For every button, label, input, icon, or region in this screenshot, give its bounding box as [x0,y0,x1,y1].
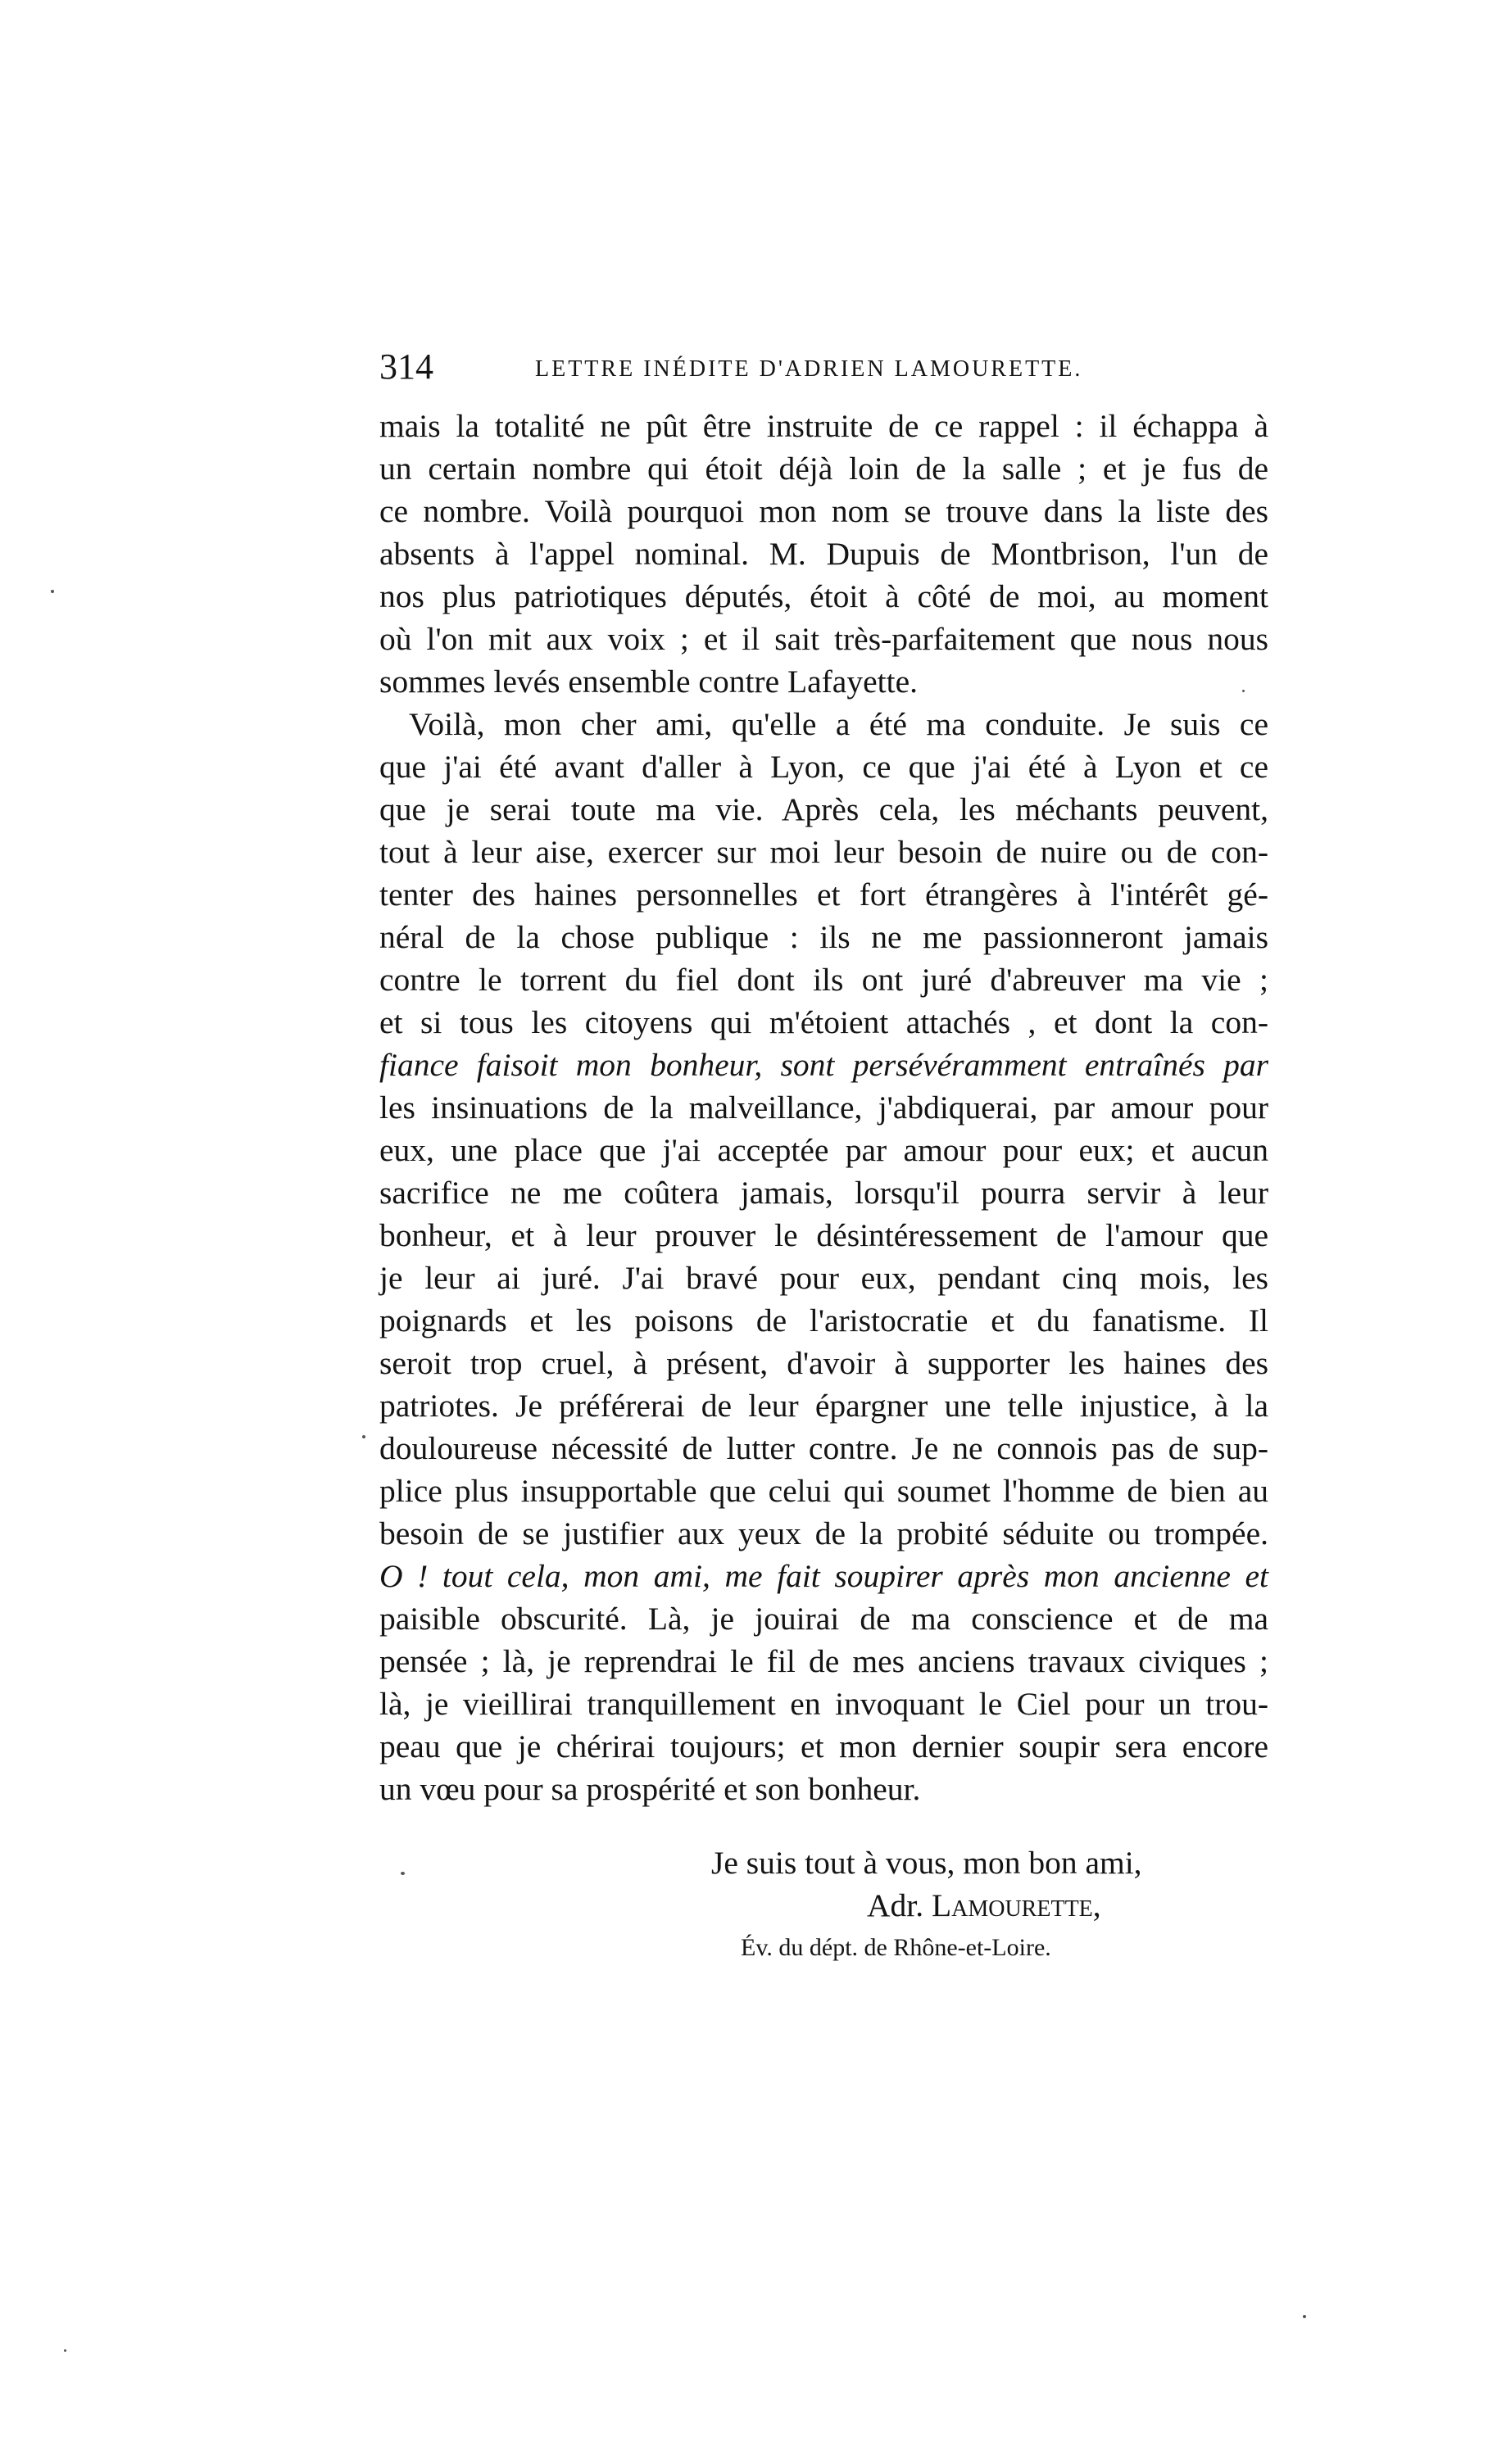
signature [867,1884,1101,1927]
signature-prefix: Adr. [867,1887,924,1923]
body-line: Voilà, mon cher ami, qu'elle a été ma conduite. Je suis ce [409,706,1268,742]
body-line: un certain nombre qui étoit déjà loin de la salle ; et je fus de [379,451,1268,487]
body-line: bonheur, et à leur prouver le désintéressement de l'amour que [379,1217,1268,1253]
body-line: O ! tout cela, mon ami, me fait soupirer après mon ancienne et [379,1558,1268,1594]
body-line: où l'on mit aux voix ; et il sait très-parfaitement que nous nous [379,621,1268,657]
body-line: besoin de se justifier aux yeux de la probité séduite ou trompée. [379,1515,1268,1551]
body-line: tout à leur aise, exercer sur moi leur besoin de nuire ou de con- [379,834,1268,870]
print-speck [362,1435,365,1438]
signature-title: Év. du dépt. de Rhône-et-Loire. [741,1934,1051,1961]
salutation: Je suis tout à vous, mon bon ami, [711,1845,1142,1881]
body-line: fiance faisoit mon bonheur, sont persévéramment entraînés par [379,1047,1268,1083]
body-line: mais la totalité ne pût être instruite de ce rappel : il échappa à [379,408,1268,444]
body-line: seroit trop cruel, à présent, d'avoir à supporter les haines des [379,1345,1268,1381]
body-line: un vœu pour sa prospérité et son bonheur. [379,1771,921,1807]
body-line: peau que je chérirai toujours; et mon dernier soupir sera encore [379,1728,1268,1764]
body-line: absents à l'appel nominal. M. Dupuis de Montbrison, l'un de [379,536,1268,572]
body-line: contre le torrent du fiel dont ils ont juré d'abreuver ma vie ; [379,962,1268,998]
signature-name: Lamourette, [932,1887,1101,1923]
body-line: tenter des haines personnelles et fort étrangères à l'intérêt gé- [379,876,1268,913]
body-line: plice plus insupportable que celui qui soumet l'homme de bien au [379,1473,1268,1509]
print-speck [1242,690,1245,692]
body-line: et si tous les citoyens qui m'étoient attachés , et dont la con- [379,1004,1268,1040]
body-line: que j'ai été avant d'aller à Lyon, ce que j'ai été à Lyon et ce [379,749,1268,785]
body-line: paisible obscurité. Là, je jouirai de ma conscience et de ma [379,1601,1268,1637]
body-line: sommes levés ensemble contre Lafayette. [379,664,918,700]
running-title: LETTRE INÉDITE D'ADRIEN LAMOURETTE. [535,356,1083,382]
body-line: que je serai toute ma vie. Après cela, les méchants peuvent, [379,791,1268,827]
letter-body [379,405,1268,1810]
print-speck [64,2349,66,2352]
body-line: pensée ; là, je reprendrai le fil de mes anciens travaux civiques ; [379,1643,1268,1679]
print-speck [1303,2315,1306,2318]
body-line: les insinuations de la malveillance, j'abdiquerai, par amour pour [379,1089,1268,1126]
body-line: patriotes. Je préférerai de leur épargner une telle injustice, à la [379,1388,1268,1424]
page-number: 314 [379,346,433,387]
print-speck [51,590,54,593]
body-line: douloureuse nécessité de lutter contre. Je ne connois pas de sup- [379,1430,1268,1466]
body-line: nos plus patriotiques députés, étoit à côté de moi, au moment [379,578,1268,614]
body-line: ce nombre. Voilà pourquoi mon nom se trouve dans la liste des [379,493,1268,529]
body-line: je leur ai juré. J'ai bravé pour eux, pendant cinq mois, les [379,1260,1268,1296]
body-line: là, je vieillirai tranquillement en invoquant le Ciel pour un trou- [379,1686,1268,1722]
print-speck [401,1872,405,1875]
body-line: sacrifice ne me coûtera jamais, lorsqu'il pourra servir à leur [379,1175,1268,1211]
body-line: eux, une place que j'ai acceptée par amour pour eux; et aucun [379,1132,1268,1168]
running-header [379,342,1092,392]
body-line: poignards et les poisons de l'aristocratie et du fanatisme. Il [379,1302,1268,1338]
body-line: néral de la chose publique : ils ne me passionneront jamais [379,919,1268,955]
